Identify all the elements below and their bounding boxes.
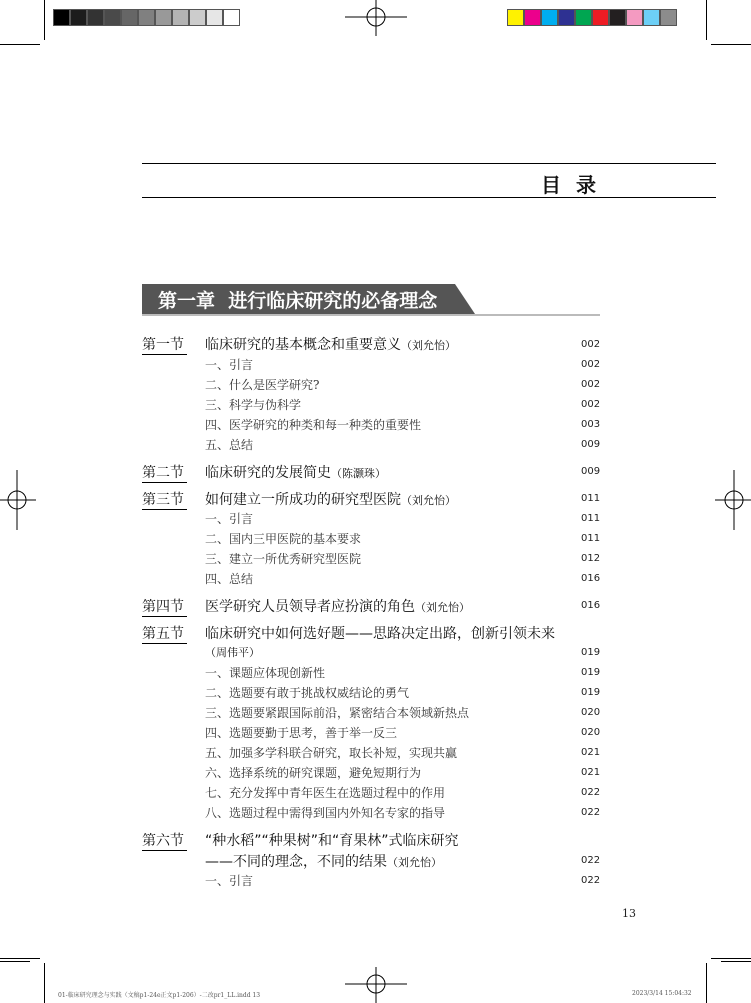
section-label: 第三节 xyxy=(142,492,184,508)
color-swatch xyxy=(643,9,660,26)
gray-swatch xyxy=(155,9,172,26)
page-ref: 022 xyxy=(581,855,601,866)
gray-swatch xyxy=(104,9,121,26)
toc-item[interactable]: 七、充分发挥中青年医生在选题过程中的作用 xyxy=(205,786,446,800)
gray-swatch xyxy=(70,9,87,26)
toc-item[interactable]: 四、总结 xyxy=(205,572,254,586)
toc-item[interactable]: 六、选择系统的研究课题，避免短期行为 xyxy=(205,766,422,780)
page-ref: 009 xyxy=(581,439,601,450)
gray-swatch xyxy=(87,9,104,26)
toc-item[interactable]: 五、总结 xyxy=(205,438,254,452)
page-ref: 002 xyxy=(581,359,601,370)
page-ref: 011 xyxy=(581,513,601,524)
page-title: 目 录 xyxy=(541,173,600,197)
section-label: 第五节 xyxy=(142,626,184,642)
gray-swatch xyxy=(206,9,223,26)
page-ref: 022 xyxy=(581,875,601,886)
toc-item[interactable]: 三、建立一所优秀研究型医院 xyxy=(205,552,362,566)
page-ref: 019 xyxy=(581,647,601,658)
gray-swatch xyxy=(172,9,189,26)
process-color-bar xyxy=(507,9,677,26)
toc-item[interactable]: 二、选题要有敢于挑战权威结论的勇气 xyxy=(205,686,410,700)
toc-item[interactable]: 一、引言 xyxy=(205,358,254,372)
gray-swatch xyxy=(121,9,138,26)
section-title[interactable]: 临床研究的发展简史（陈灏珠） xyxy=(205,465,386,481)
toc-item[interactable]: 三、科学与伪科学 xyxy=(205,398,302,412)
grayscale-color-bar xyxy=(53,9,240,26)
section-label: 第二节 xyxy=(142,465,184,481)
page-ref: 003 xyxy=(581,419,601,430)
page-number: 13 xyxy=(622,907,636,920)
color-swatch xyxy=(507,9,524,26)
color-swatch xyxy=(626,9,643,26)
section-title[interactable]: 医学研究人员领导者应扮演的角色（刘允怡） xyxy=(205,599,470,615)
page-ref: 021 xyxy=(581,767,601,778)
page-ref: 002 xyxy=(581,399,601,410)
gray-swatch xyxy=(53,9,70,26)
toc-item[interactable]: 四、选题要勤于思考，善于举一反三 xyxy=(205,726,398,740)
color-swatch xyxy=(558,9,575,26)
toc-item[interactable]: 一、课题应体现创新性 xyxy=(205,666,326,680)
page-ref: 019 xyxy=(581,667,601,678)
page-ref: 002 xyxy=(581,339,601,350)
page-ref: 011 xyxy=(581,533,601,544)
page-ref: 019 xyxy=(581,687,601,698)
section-label: 第六节 xyxy=(142,833,184,849)
color-swatch xyxy=(524,9,541,26)
toc-item[interactable]: 二、什么是医学研究? xyxy=(205,378,320,392)
registration-mark-left-icon xyxy=(0,470,36,530)
toc-item[interactable]: 一、引言 xyxy=(205,874,254,888)
toc-item[interactable]: 二、国内三甲医院的基本要求 xyxy=(205,532,362,546)
page-ref: 002 xyxy=(581,379,601,390)
registration-mark-bottom-icon xyxy=(345,967,407,1003)
section-title[interactable]: 临床研究中如何选好题——思路决定出路，创新引领未来 xyxy=(205,626,555,642)
page-ref: 016 xyxy=(581,600,601,611)
page-ref: 009 xyxy=(581,466,601,477)
page-ref: 011 xyxy=(581,493,601,504)
color-swatch xyxy=(660,9,677,26)
section-title-continued: ——不同的理念，不同的结果（刘允怡） xyxy=(205,854,442,870)
page-ref: 020 xyxy=(581,727,601,738)
header-top-rule xyxy=(142,163,716,164)
toc-item[interactable]: 八、选题过程中需得到国内外知名专家的指导 xyxy=(205,806,446,820)
section-label: 第一节 xyxy=(142,337,184,353)
page-ref: 020 xyxy=(581,707,601,718)
color-swatch xyxy=(541,9,558,26)
footer-timestamp: 2023/3/14 15:04:32 xyxy=(632,990,692,997)
registration-mark-top-icon xyxy=(345,0,407,36)
gray-swatch xyxy=(138,9,155,26)
page-ref: 021 xyxy=(581,747,601,758)
section-title[interactable]: 如何建立一所成功的研究型医院（刘允怡） xyxy=(205,492,456,508)
registration-mark-right-icon xyxy=(715,470,751,530)
section-title[interactable]: “种水稻”“种果树”和“育果林”式临床研究 xyxy=(205,833,459,849)
section-label: 第四节 xyxy=(142,599,184,615)
chapter-title: 第一章 进行临床研究的必备理念 xyxy=(158,290,438,312)
toc-item[interactable]: 四、医学研究的种类和每一种类的重要性 xyxy=(205,418,422,432)
page-ref: 022 xyxy=(581,807,601,818)
toc-item[interactable]: 五、加强多学科联合研究，取长补短，实现共赢 xyxy=(205,746,458,760)
color-swatch xyxy=(592,9,609,26)
page-ref: 022 xyxy=(581,787,601,798)
section-title[interactable]: 临床研究的基本概念和重要意义（刘允怡） xyxy=(205,337,456,353)
toc-item[interactable]: 三、选题要紧跟国际前沿，紧密结合本领域新热点 xyxy=(205,706,470,720)
toc-item[interactable]: 一、引言 xyxy=(205,512,254,526)
color-swatch xyxy=(609,9,626,26)
page-ref: 012 xyxy=(581,553,601,564)
page-ref: 016 xyxy=(581,573,601,584)
gray-swatch xyxy=(223,9,240,26)
footer-slug: 01-临床研究理念与实践（文稿p1-24e正文p1-206）-二改pr1_LL.indd 13 xyxy=(58,992,261,999)
header-bottom-rule xyxy=(142,197,716,198)
color-swatch xyxy=(575,9,592,26)
gray-swatch xyxy=(189,9,206,26)
section-title-continued: （周伟平） xyxy=(205,646,260,659)
